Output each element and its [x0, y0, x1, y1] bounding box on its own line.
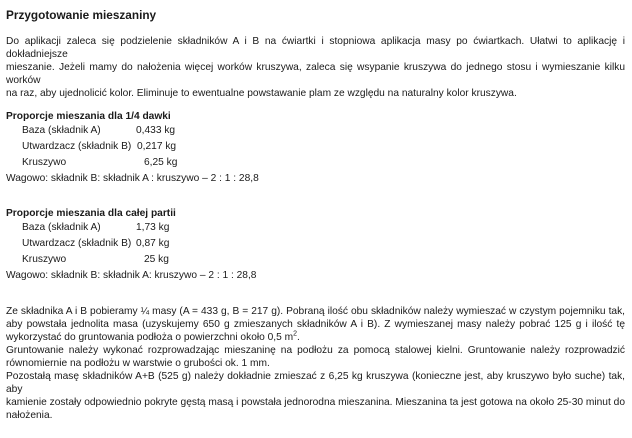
quarter-dose-section — [6, 110, 625, 187]
ingredient-row — [6, 252, 625, 268]
whole-batch-heading: Proporcje mieszania dla całej partii — [6, 208, 176, 219]
weight-ratio: Wagowo: składnik B: składnik A : kruszywo – 2 : 1 : 28,8 — [6, 173, 259, 184]
ingredient-row — [6, 155, 625, 171]
ingredient-name: Baza (składnik A) — [22, 222, 101, 233]
ingredient-value: 1,73 kg — [136, 222, 170, 233]
ingredient-row — [6, 139, 625, 155]
intro-line: mieszanie. Jeżeli mamy do nałożenia więcej worków kruszywa, zaleca się wsypanie kruszywa do jednego stosu i wymieszanie kilku worków — [6, 62, 625, 86]
instruction-line: kamienie zostały odpowiednio pokryte gęstą masą i powstała jednorodna mieszanina. Mieszanina ta jest gotowa na około 25-30 minut do — [6, 397, 625, 408]
ingredient-name: Utwardzacz (składnik B) — [22, 238, 132, 249]
instruction-line: Ze składnika A i B pobieramy ¼ masy (A = 433 g, B = 217 g). Pobraną ilość obu składników należy wymieszać w czystym pojemniku tak, — [6, 306, 625, 317]
instruction-line — [6, 331, 625, 344]
instruction-line: równomiernie na podłożu w warstwie o grubości ok. 1 mm. — [6, 358, 270, 369]
instruction-line: Pozostałą masę składników A+B (525 g) należy dokładnie zmieszać z 6,25 kg kruszywa (konieczne jest, aby kruszywo było suche) tak, aby — [6, 371, 625, 395]
instruction-line: Gruntowanie należy wykonać rozprowadzając mieszaninę na podłożu za pomocą stalowej kielni. Gruntowanie należy rozprowadzić — [6, 345, 625, 356]
ingredient-row — [6, 220, 625, 236]
ingredient-name: Baza (składnik A) — [22, 125, 101, 136]
instruction-line: aby powstała jednolita masa (uzyskujemy 650 g zmieszanych składników A i B). Z wymieszanej masy należy pobrać 125 g i ilość tę — [6, 319, 625, 330]
instruction-text: . — [297, 332, 300, 343]
ingredient-row — [6, 236, 625, 252]
intro-paragraph — [6, 35, 625, 100]
whole-batch-section — [6, 207, 625, 284]
instructions — [6, 305, 625, 422]
weight-ratio: Wagowo: składnik B: składnik A: kruszywo – 2 : 1 : 28,8 — [6, 270, 257, 281]
ingredient-value: 0,217 kg — [137, 141, 177, 152]
ingredient-name: Utwardzacz (składnik B) — [22, 141, 132, 152]
page-title: Przygotowanie mieszaniny — [6, 8, 157, 22]
intro-line: Do aplikacji zaleca się podzielenie składników A i B na ćwiartki i stopniowa aplikacja masy po ćwiartkach. Ułatwi to aplikację i dokładniejsze — [6, 36, 625, 60]
ingredient-name: Kruszywo — [22, 157, 67, 168]
quarter-dose-heading: Proporcje mieszania dla 1/4 dawki — [6, 111, 171, 122]
ingredient-value: 25 kg — [144, 254, 169, 265]
instruction-line: nałożenia. — [6, 410, 53, 421]
ingredient-value: 0,433 kg — [136, 125, 176, 136]
ingredient-name: Kruszywo — [22, 254, 67, 265]
instruction-text: wykorzystać do gruntowania podłoża o powierzchni około 0,5 m — [6, 332, 294, 343]
superscript: 2 — [293, 330, 298, 338]
ingredient-row — [6, 123, 625, 139]
ingredient-value: 6,25 kg — [144, 157, 178, 168]
ingredient-value: 0,87 kg — [136, 238, 170, 249]
intro-line: na raz, aby ujednolicić kolor. Eliminuje to ewentualne powstawanie plam ze względu na naturalny kolor kruszywa. — [6, 88, 517, 99]
